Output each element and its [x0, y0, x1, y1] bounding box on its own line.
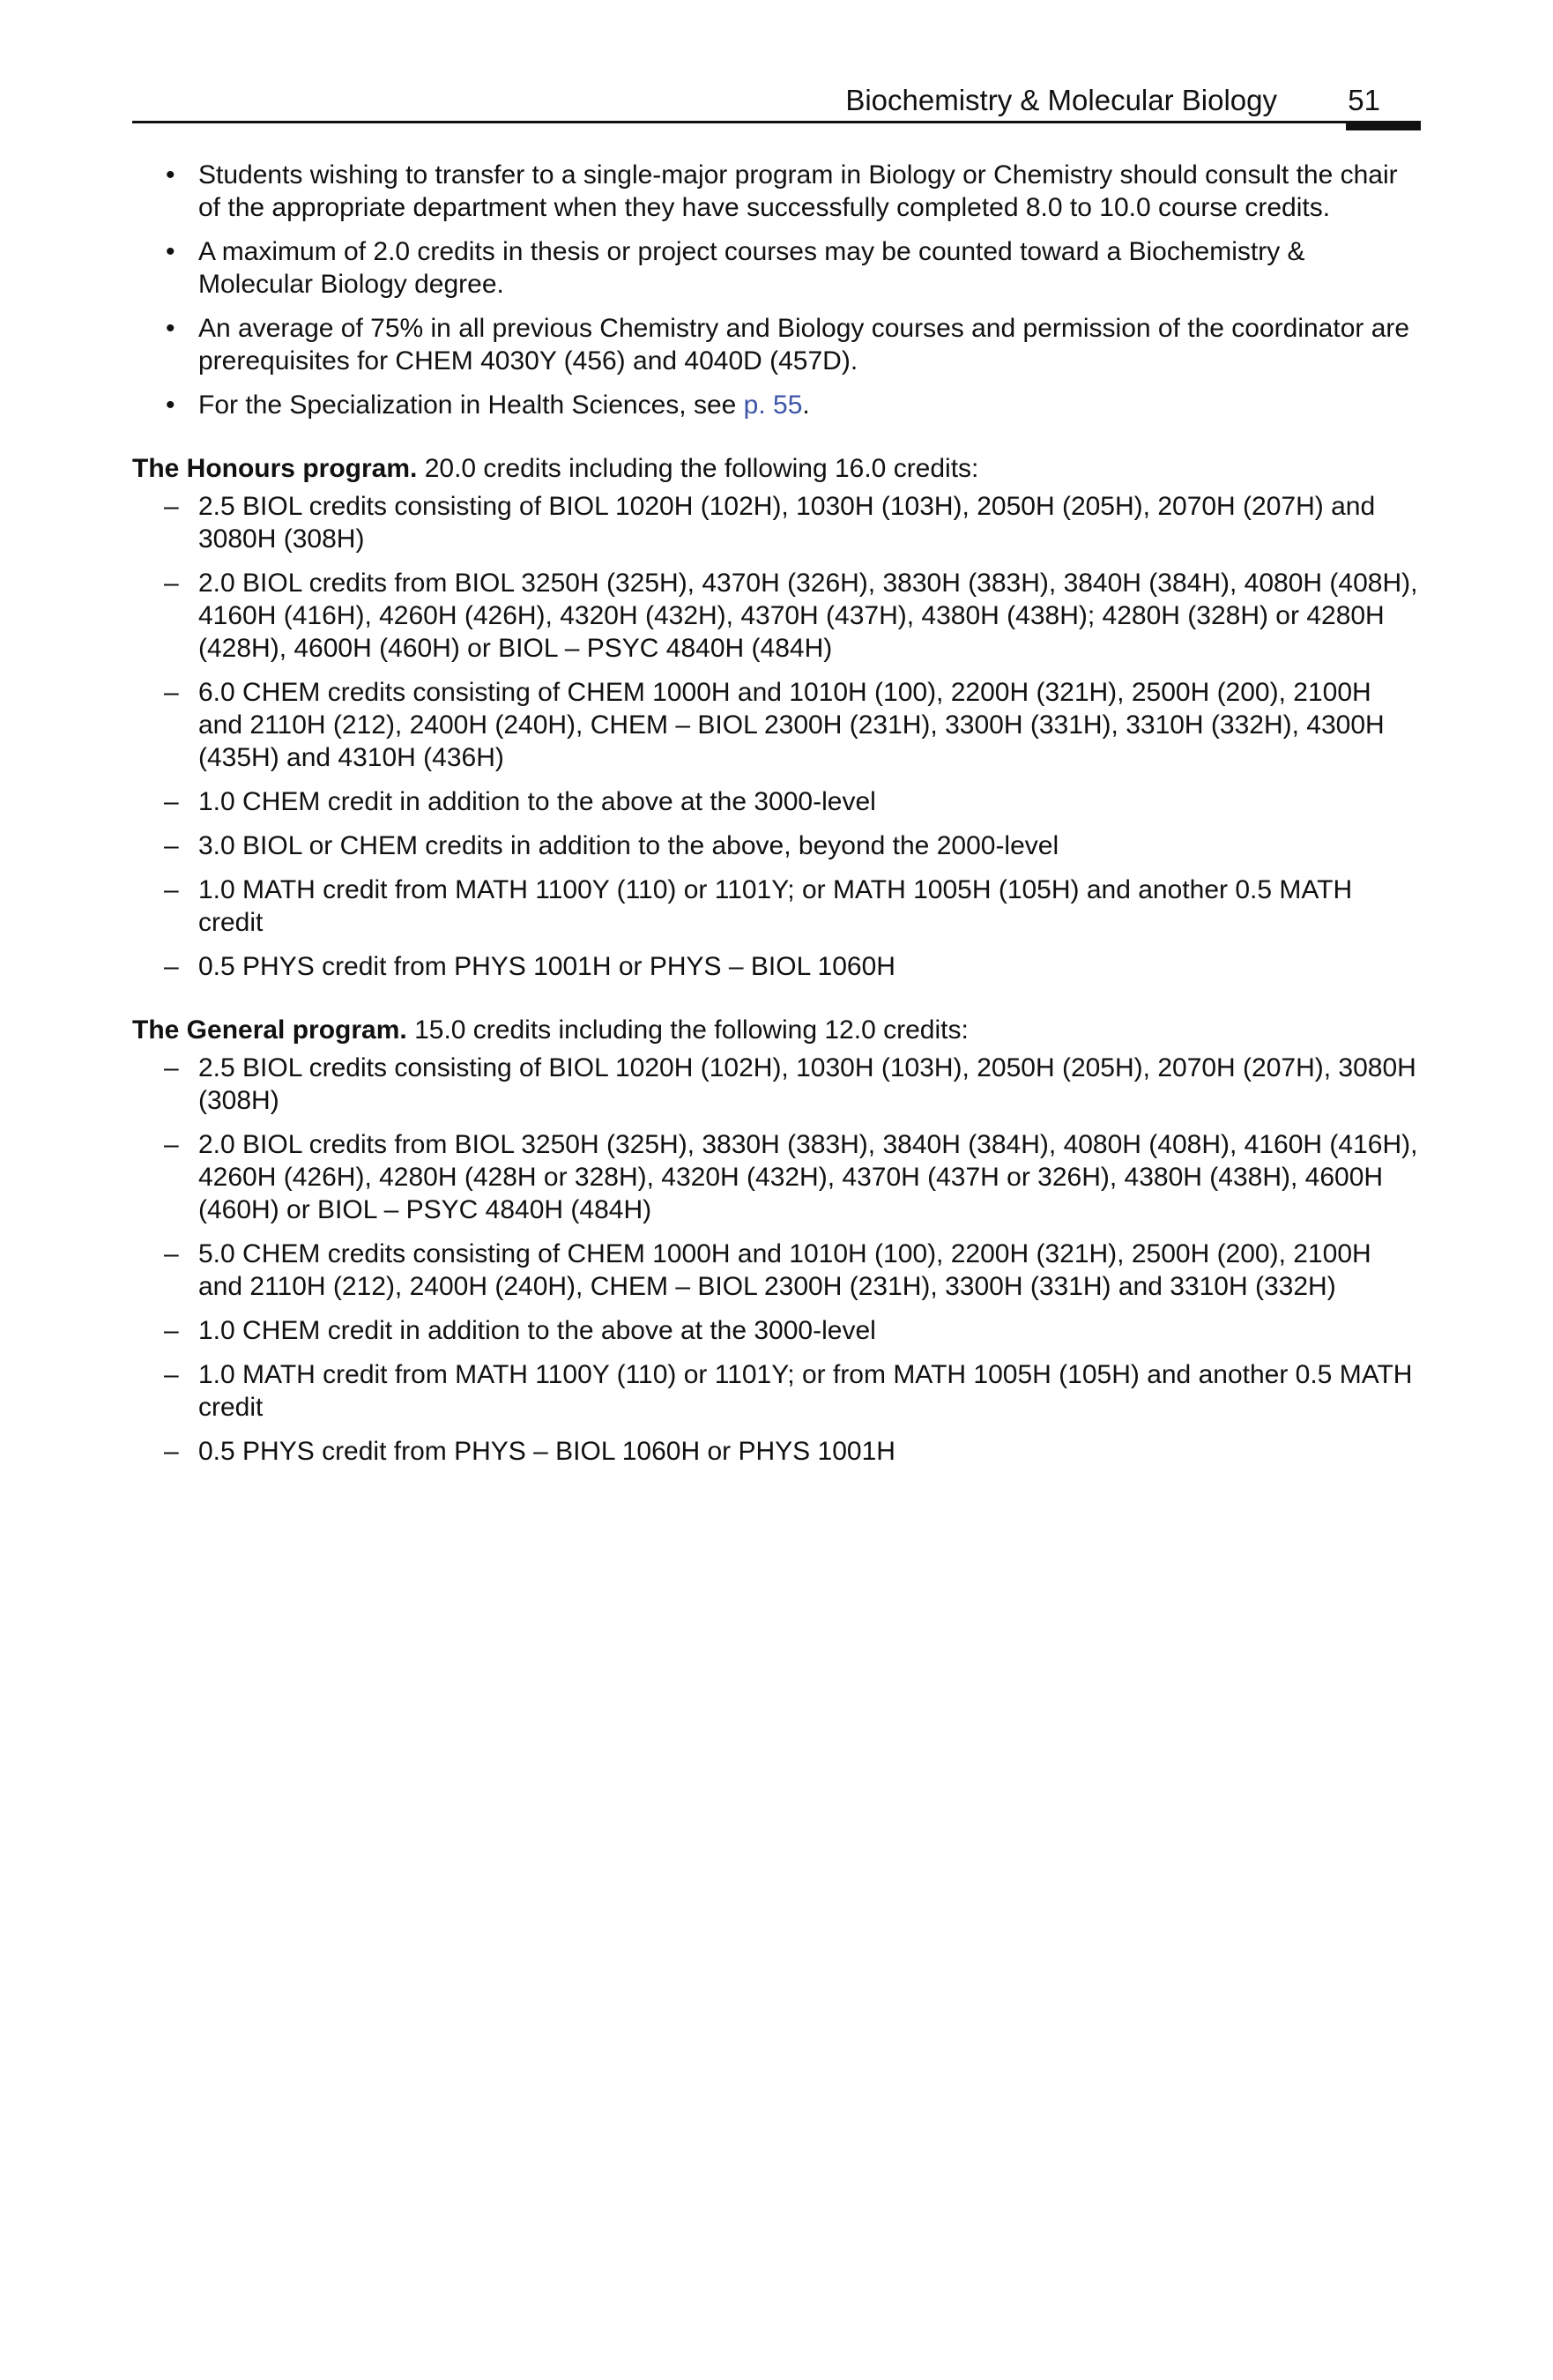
list-item — [132, 785, 1421, 818]
list-item — [132, 1052, 1421, 1117]
list-item-text: 5.0 CHEM credits consisting of CHEM 1000H and 1010H (100), 2200H (321H), 2500H (200), 2100H and 2110H (212), 2400H (240H), CHEM – BIOL 2300H (231H), 3300H (331H) and 3310H (332H) — [198, 1239, 1371, 1301]
list-item-punctuation: . — [802, 390, 810, 420]
list-item-text: 2.5 BIOL credits consisting of BIOL 1020H (102H), 1030H (103H), 2050H (205H), 2070H (207H), 3080H (308H) — [198, 1053, 1416, 1115]
list-item — [132, 829, 1421, 862]
list-item — [132, 235, 1421, 301]
list-item-text: For the Specialization in Health Sciences, see — [198, 390, 744, 420]
dash-marker: – — [164, 787, 179, 816]
list-item-text: 2.0 BIOL credits from BIOL 3250H (325H), 3830H (383H), 3840H (384H), 4080H (408H), 4160H (416H), 4260H (426H), 4280H (428H or 328H), 4320H (432H), 4370H (437H or 326H), 4380H (438H), 4600H (460H) or BIOL – PSYC 4840H (484H) — [198, 1130, 1418, 1224]
list-item-text: 1.0 CHEM credit in addition to the above at the 3000-level — [198, 787, 876, 816]
list-item — [132, 1314, 1421, 1347]
list-item-health-sciences — [132, 389, 1421, 421]
dash-marker: – — [164, 678, 179, 707]
dash-marker: – — [164, 831, 179, 860]
list-item-text: 1.0 CHEM credit in addition to the above at the 3000-level — [198, 1316, 876, 1345]
list-item-text: 1.0 MATH credit from MATH 1100Y (110) or 1101Y; or MATH 1005H (105H) and another 0.5 MATH credit — [198, 875, 1353, 937]
list-item-text: A maximum of 2.0 credits in thesis or project courses may be counted toward a Biochemistry & Molecular Biology degree. — [198, 237, 1305, 299]
list-item-text: 2.5 BIOL credits consisting of BIOL 1020H (102H), 1030H (103H), 2050H (205H), 2070H (207H) and 3080H (308H) — [198, 492, 1376, 554]
header-rule — [132, 121, 1421, 123]
page-number: 51 — [1348, 84, 1380, 116]
list-item — [132, 874, 1421, 939]
honours-title: The Honours program. — [132, 454, 418, 483]
list-item-text: Students wishing to transfer to a single-major program in Biology or Chemistry should consult the chair of the appropriate department when they have successfully completed 8.0 to 10.0 course credits. — [198, 160, 1398, 222]
general-requirements-list — [132, 1052, 1421, 1468]
list-item-text: 6.0 CHEM credits consisting of CHEM 1000H and 1010H (100), 2200H (321H), 2500H (200), 2100H and 2110H (212), 2400H (240H), CHEM – BIOL 2300H (231H), 3300H (331H), 3310H (332H), 4300H (435H) and 4310H (436H) — [198, 678, 1385, 772]
page-55-link[interactable]: p. 55 — [743, 390, 803, 420]
bullet-marker: • — [166, 314, 175, 343]
notes-list — [132, 159, 1421, 421]
dash-marker: – — [164, 1316, 179, 1345]
dash-marker: – — [164, 1360, 179, 1389]
header-tab — [1346, 121, 1421, 130]
list-item-text: 0.5 PHYS credit from PHYS – BIOL 1060H or PHYS 1001H — [198, 1437, 895, 1466]
bullet-marker: • — [166, 390, 175, 420]
dash-marker: – — [164, 875, 179, 904]
dash-marker: – — [164, 1437, 179, 1466]
list-item — [132, 1435, 1421, 1468]
bullet-marker: • — [166, 160, 175, 190]
list-item — [132, 1128, 1421, 1226]
list-item — [132, 1358, 1421, 1424]
list-item — [132, 676, 1421, 774]
list-item — [132, 567, 1421, 665]
general-title: The General program. — [132, 1015, 407, 1045]
honours-summary: 20.0 credits including the following 16.0 credits: — [417, 454, 979, 483]
dash-marker: – — [164, 569, 179, 598]
dash-marker: – — [164, 492, 179, 521]
honours-heading — [132, 452, 1421, 485]
list-item-text: 2.0 BIOL credits from BIOL 3250H (325H), 4370H (326H), 3830H (383H), 3840H (384H), 4080H (408H), 4160H (416H), 4260H (426H), 4320H (432H), 4370H (437H), 4380H (438H); 4280H (328H) or 4280H (428H), 4600H (460H) or BIOL – PSYC 4840H (484H) — [198, 569, 1418, 663]
general-heading — [132, 1014, 1421, 1046]
page-content — [132, 159, 1421, 1479]
list-item-text: 1.0 MATH credit from MATH 1100Y (110) or 1101Y; or from MATH 1005H (105H) and another 0.5 MATH credit — [198, 1360, 1413, 1422]
page-header — [132, 81, 1421, 123]
list-item — [132, 312, 1421, 377]
list-item — [132, 490, 1421, 555]
general-summary: 15.0 credits including the following 12.0 credits: — [406, 1015, 969, 1045]
list-item — [132, 1238, 1421, 1303]
list-item — [132, 159, 1421, 224]
list-item-text: 3.0 BIOL or CHEM credits in addition to the above, beyond the 2000-level — [198, 831, 1059, 860]
dash-marker: – — [164, 1239, 179, 1268]
honours-requirements-list — [132, 490, 1421, 983]
list-item — [132, 950, 1421, 983]
bullet-marker: • — [166, 237, 175, 266]
dash-marker: – — [164, 1130, 179, 1159]
running-title: Biochemistry & Molecular Biology — [845, 84, 1277, 116]
list-item-text: 0.5 PHYS credit from PHYS 1001H or PHYS – BIOL 1060H — [198, 952, 895, 981]
dash-marker: – — [164, 1053, 179, 1082]
dash-marker: – — [164, 952, 179, 981]
list-item-text: An average of 75% in all previous Chemistry and Biology courses and permission of the coordinator are prerequisites for CHEM 4030Y (456) and 4040D (457D). — [198, 314, 1410, 376]
